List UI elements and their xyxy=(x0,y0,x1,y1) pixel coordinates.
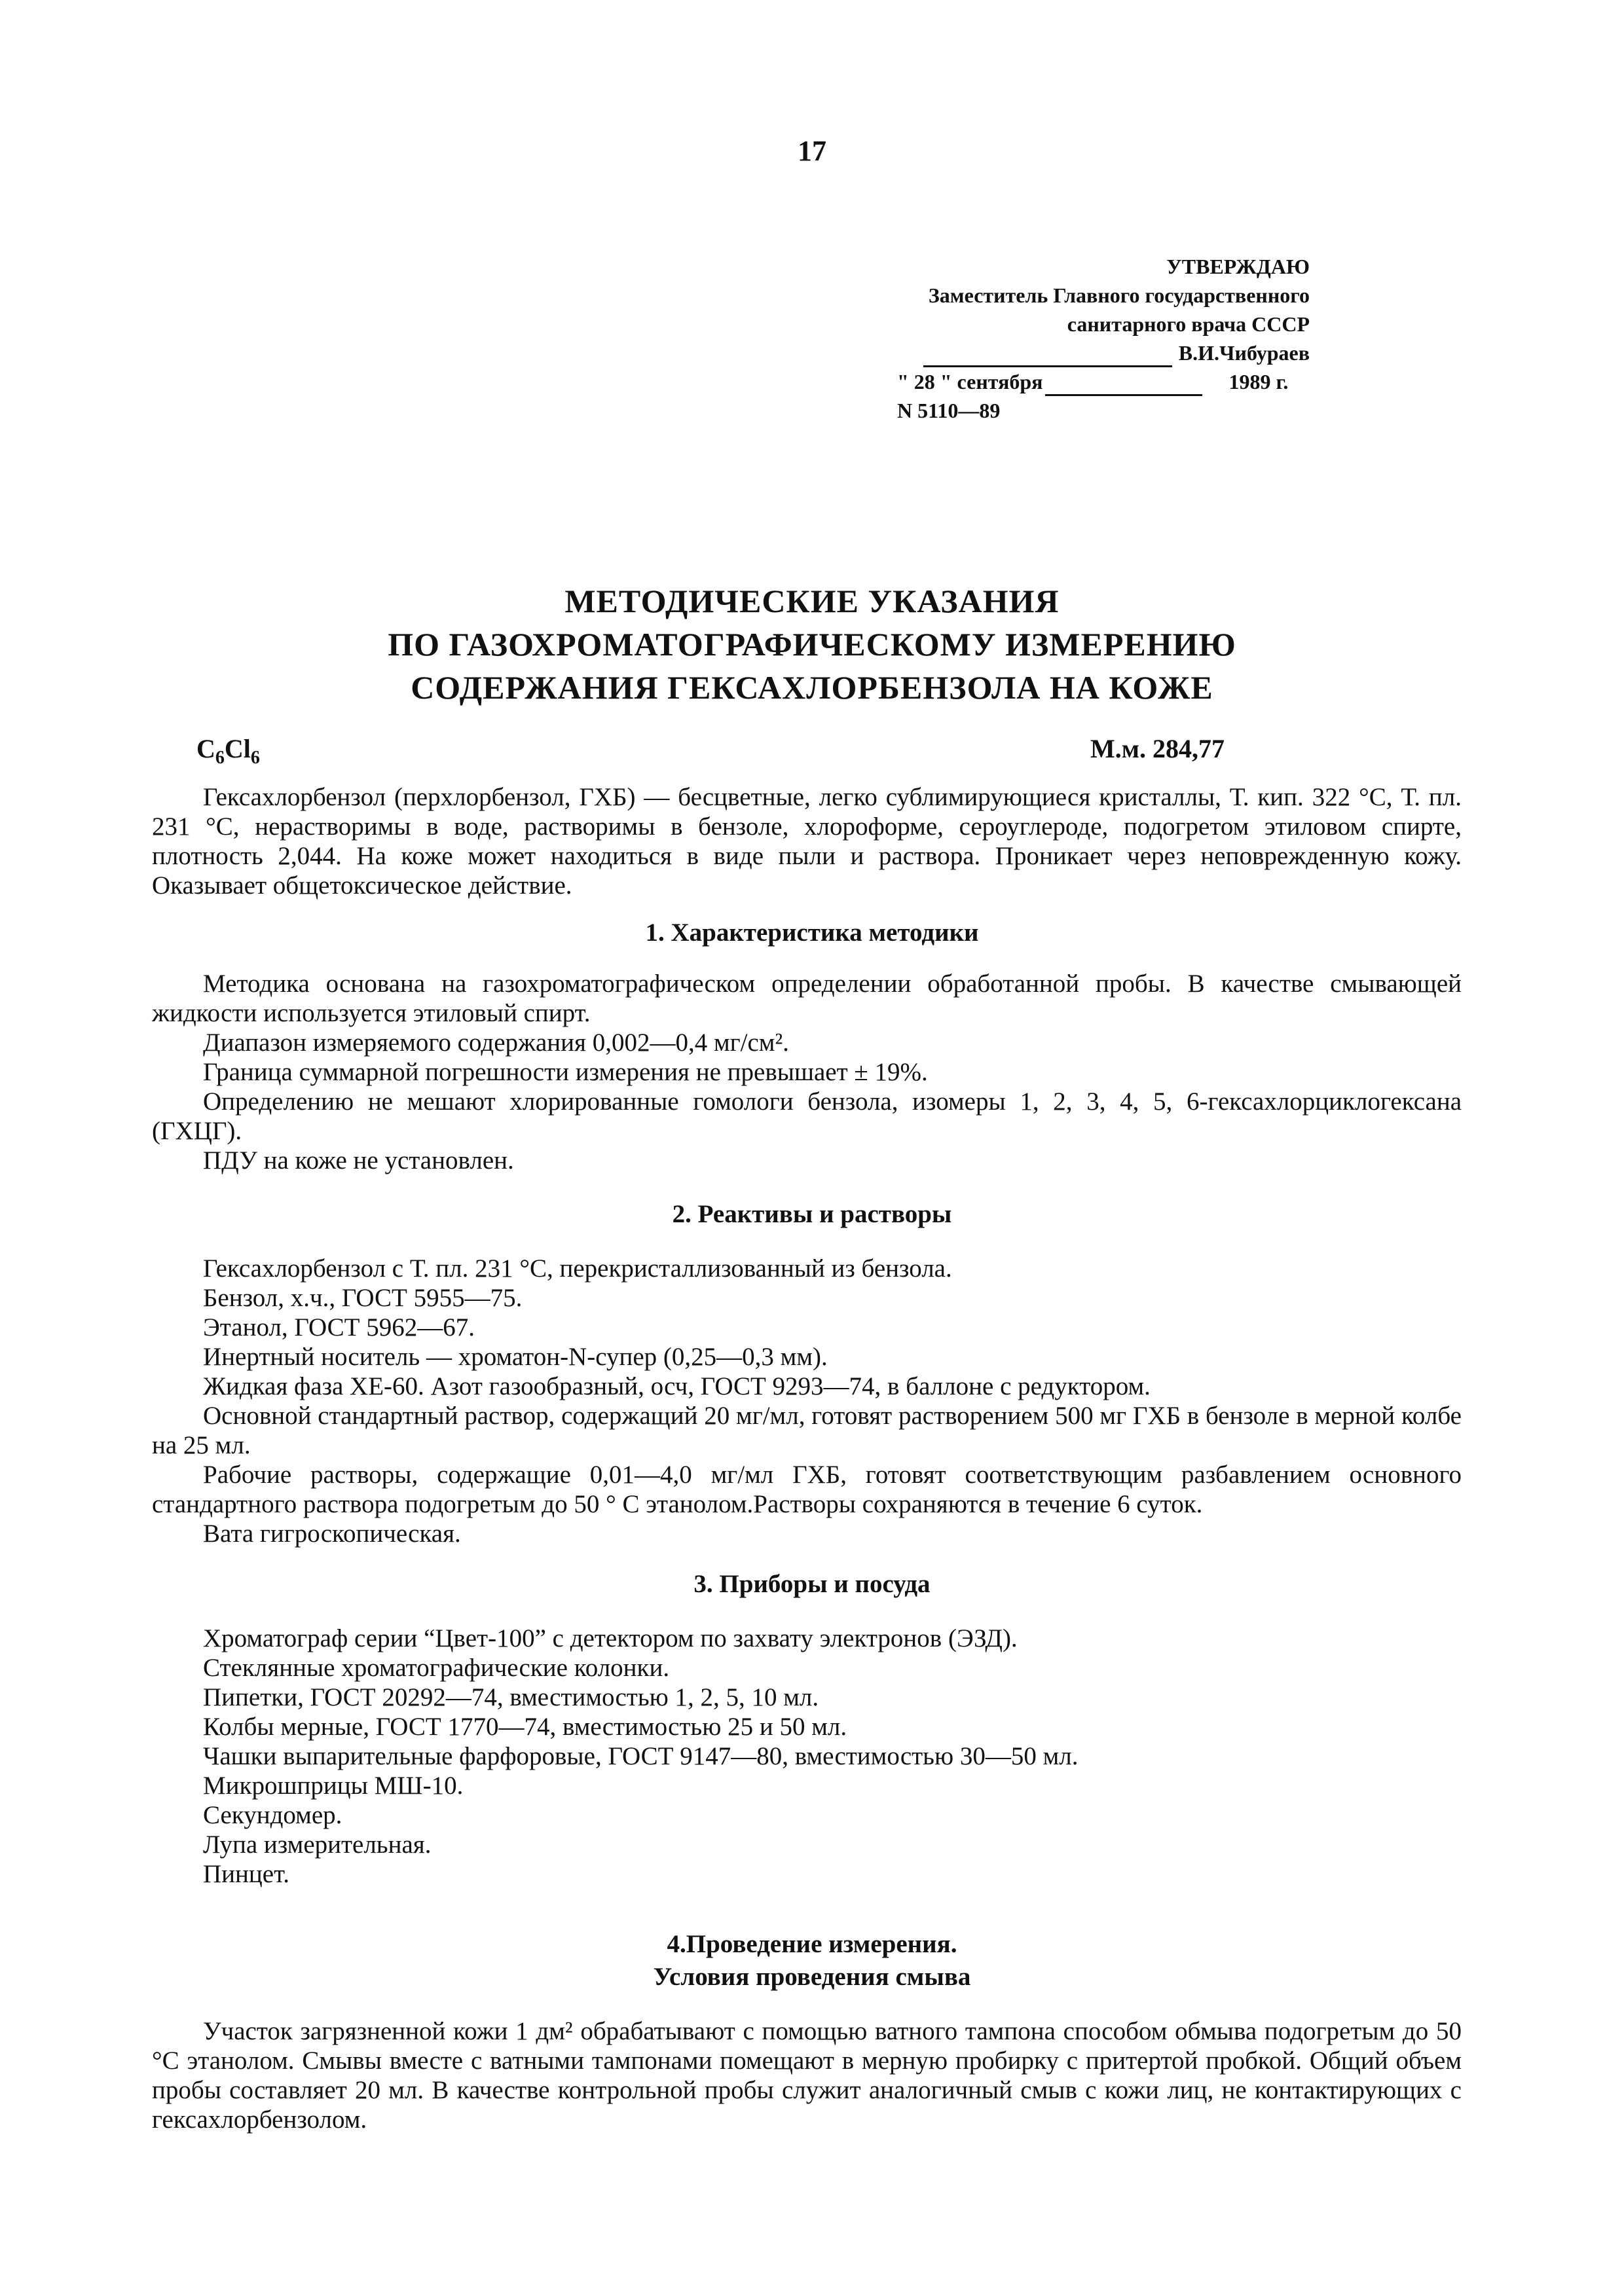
paragraph: Методика основана на газохроматографическом определении обработанной пробы. В качестве смывающей жидкости используется этиловый спирт. xyxy=(152,970,1462,1027)
document-title xyxy=(0,579,1624,709)
section-4-body xyxy=(152,2016,1462,2134)
paragraph: Бензол, х.ч., ГОСТ 5955—75. xyxy=(203,1284,523,1312)
section-4-subtitle: Условия проведения смыва xyxy=(653,1963,971,1991)
paragraph: Микрошприцы МШ-10. xyxy=(203,1772,464,1800)
paragraph: Этанол, ГОСТ 5962—67. xyxy=(203,1313,475,1341)
paragraph: Пинцет. xyxy=(203,1860,289,1888)
paragraph: Инертный носитель — хроматон-N-супер (0,25—0,3 мм). xyxy=(203,1343,828,1371)
paragraph: Диапазон измеряемого содержания 0,002—0,4 мг/см². xyxy=(203,1029,789,1057)
paragraph: Основной стандартный раствор, содержащий 20 мг/мл, готовят растворением 500 мг ГХБ в бензоле в мерной колбе на 25 мл. xyxy=(152,1402,1462,1459)
intro-text xyxy=(152,782,1462,900)
paragraph: Колбы мерные, ГОСТ 1770—74, вместимостью 25 и 50 мл. xyxy=(203,1713,847,1741)
approval-signatory: В.И.Чибураев xyxy=(1178,341,1310,365)
section-3-heading: 3. Приборы и посуда xyxy=(693,1570,931,1598)
paragraph: Хроматограф серии “Цвет-100” с детектором по захвату электронов (ЭЗД). xyxy=(203,1624,1018,1652)
approval-position-continued: санитарного врача СССР xyxy=(1067,312,1310,336)
approval-stamp: УТВЕРЖДАЮ xyxy=(1166,255,1310,278)
section-1-heading: 1. Характеристика методики xyxy=(645,919,979,947)
section-4-title: 4.Проведение измерения. xyxy=(667,1930,957,1958)
section-4-heading xyxy=(0,1928,1624,1994)
approval-year: 1989 г. xyxy=(1228,370,1289,393)
paragraph: Пипетки, ГОСТ 20292—74, вместимостью 1, 2, 5, 10 мл. xyxy=(203,1683,819,1711)
approval-date: " 28 " сентября xyxy=(897,370,1043,393)
paragraph: Определению не мешают хлорированные гомологи бензола, изомеры 1, 2, 3, 4, 5, 6-гексахлорциклогексана (ГХЦГ). xyxy=(152,1087,1462,1145)
page-number: 17 xyxy=(798,135,826,167)
section-2-heading: 2. Реактивы и растворы xyxy=(672,1200,952,1228)
paragraph: Стеклянные хроматографические колонки. xyxy=(203,1654,670,1682)
chemical-formula: $C_6Cl_6$ xyxy=(196,734,260,768)
intro-paragraph: Гексахлорбензол (перхлорбензол, ГХБ) — бесцветные, легко сублимирующиеся кристаллы, Т. кип. 322 °С, Т. пл. 231 °С, нерастворимы в воде, растворимы в бензоле, хлороформе, сероуглероде, подогретом этиловом спирте, плотность 2,044. На коже может находиться в виде пыли и раствора. Проникает через неповрежденную кожу. Оказывает общетоксическое действие. xyxy=(152,783,1462,900)
title-line: ПО ГАЗОХРОМАТОГРАФИЧЕСКОМУ ИЗМЕРЕНИЮ xyxy=(388,626,1236,663)
approval-block xyxy=(897,252,1310,425)
signature-line xyxy=(923,348,1172,367)
section-2-body xyxy=(152,1254,1462,1548)
paragraph: Лупа измерительная. xyxy=(203,1831,432,1859)
document-number: N 5110—89 xyxy=(897,399,1001,422)
date-line xyxy=(1045,377,1202,396)
section-3-body xyxy=(152,1624,1462,1889)
paragraph: Чашки выпарительные фарфоровые, ГОСТ 9147—80, вместимостью 30—50 мл. xyxy=(203,1742,1079,1770)
formula-row xyxy=(196,733,1225,769)
title-line: СОДЕРЖАНИЯ ГЕКСАХЛОРБЕНЗОЛА НА КОЖЕ xyxy=(411,669,1213,706)
paragraph: ПДУ на коже не установлен. xyxy=(203,1146,514,1175)
paragraph: Секундомер. xyxy=(203,1801,342,1829)
paragraph: Гексахлорбензол с Т. пл. 231 °С, перекристаллизованный из бензола. xyxy=(203,1254,952,1283)
paragraph: Граница суммарной погрешности измерения не превышает ± 19%. xyxy=(203,1058,928,1086)
paragraph: Вата гигроскопическая. xyxy=(203,1520,461,1548)
approval-position: Заместитель Главного государственного xyxy=(928,283,1310,307)
section-1-body xyxy=(152,969,1462,1175)
title-line: МЕТОДИЧЕСКИЕ УКАЗАНИЯ xyxy=(564,583,1060,619)
paragraph: Жидкая фаза ХЕ-60. Азот газообразный, осч, ГОСТ 9293—74, в баллоне с редуктором. xyxy=(203,1372,1151,1400)
paragraph: Участок загрязненной кожи 1 дм² обрабатывают с помощью ватного тампона способом обмыва подогретым до 50 °С этанолом. Смывы вместе с ватными тампонами помещают в мерную пробирку с притертой пробкой. Общий объем пробы составляет 20 мл. В качестве контрольной пробы служит аналогичный смыв с кожи лиц, не контактирующих с гексахлорбензолом. xyxy=(152,2017,1462,2134)
paragraph: Рабочие растворы, содержащие 0,01—4,0 мг/мл ГХБ, готовят соответствующим разбавлением основного стандартного раствора подогретым до 50 ° С этанолом.Растворы сохраняются в течение 6 суток. xyxy=(152,1461,1462,1518)
molar-mass: М.м. 284,77 xyxy=(1090,734,1225,763)
